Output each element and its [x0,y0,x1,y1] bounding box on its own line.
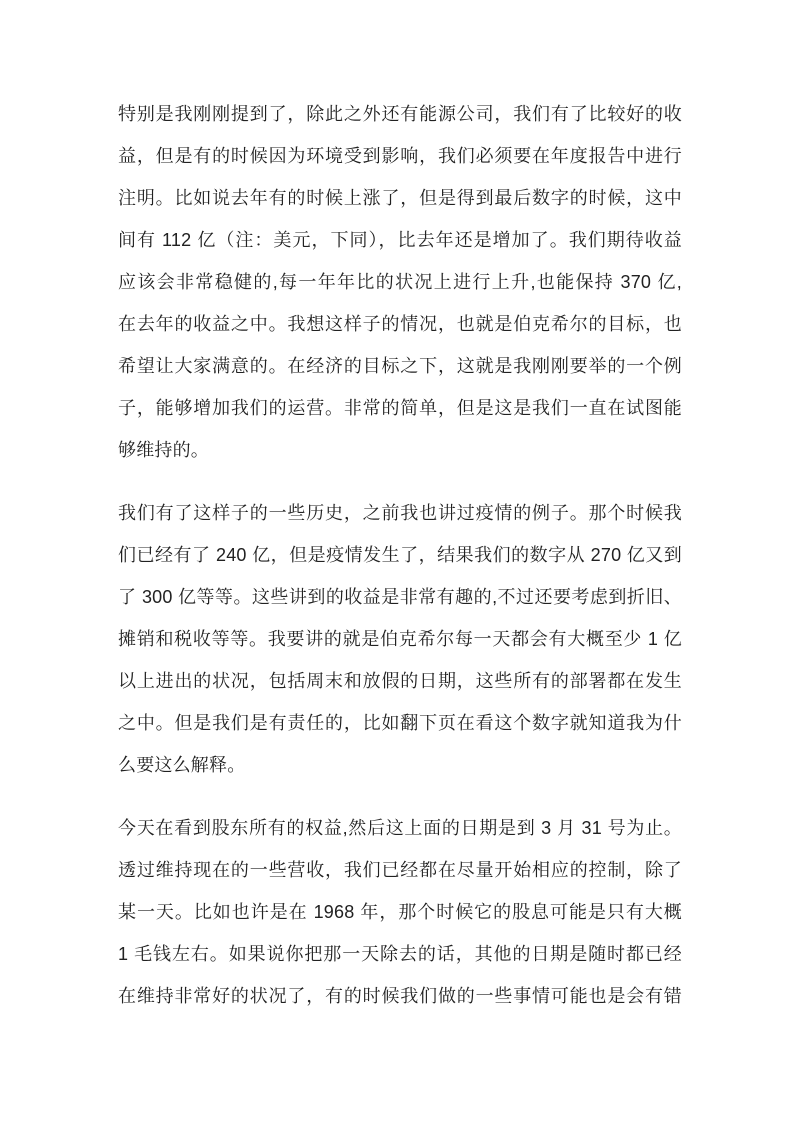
text-line: 摊销和税收等等。我要讲的就是伯克希尔每一天都会有大概至少 1 亿 [118,629,682,649]
text-line: 够维持的。 [118,440,209,460]
text-line: 间有 112 亿（注：美元，下同），比去年还是增加了。我们期待收益 [118,230,682,250]
text-line: 以上进出的状况，包括周末和放假的日期，这些所有的部署都在发生 [118,671,682,691]
text-line: 特别是我刚刚提到了，除此之外还有能源公司，我们有了比较好的收 [118,104,682,124]
text-line: 希望让大家满意的。在经济的目标之下，这就是我刚刚要举的一个例 [118,356,682,376]
text-line: 透过维持现在的一些营收，我们已经都在尽量开始相应的控制，除了 [118,860,682,880]
text-line: 某一天。比如也许是在 1968 年，那个时候它的股息可能是只有大概 [118,902,682,922]
text-line: 在去年的收益之中。我想这样子的情况，也就是伯克希尔的目标，也 [118,314,682,334]
document-content [118,93,682,1038]
text-line: 今天在看到股东所有的权益,然后这上面的日期是到 3 月 31 号为止。 [118,818,682,838]
text-line: 注明。比如说去年有的时候上涨了，但是得到最后数字的时候，这中 [118,188,682,208]
text-line: 我们有了这样子的一些历史，之前我也讲过疫情的例子。那个时候我 [118,503,682,523]
text-line: 益，但是有的时候因为环境受到影响，我们必须要在年度报告中进行 [118,146,682,166]
text-line: 应该会非常稳健的,每一年年比的状况上进行上升,也能保持 370 亿, [118,272,682,292]
text-line: 子，能够增加我们的运营。非常的简单，但是这是我们一直在试图能 [118,398,682,418]
text-line: 了 300 亿等等。这些讲到的收益是非常有趣的,不过还要考虑到折旧、 [118,587,682,607]
text-line: 之中。但是我们是有责任的，比如翻下页在看这个数字就知道我为什 [118,713,682,733]
paragraph-3 [118,807,682,1017]
text-line: 在维持非常好的状况了，有的时候我们做的一些事情可能也是会有错 [118,986,682,1006]
text-line: 们已经有了 240 亿，但是疫情发生了，结果我们的数字从 270 亿又到 [118,545,682,565]
paragraph-1 [118,93,682,471]
text-line: 1 毛钱左右。如果说你把那一天除去的话，其他的日期是随时都已经 [118,944,682,964]
paragraph-2 [118,492,682,786]
text-line: 么要这么解释。 [118,755,246,775]
